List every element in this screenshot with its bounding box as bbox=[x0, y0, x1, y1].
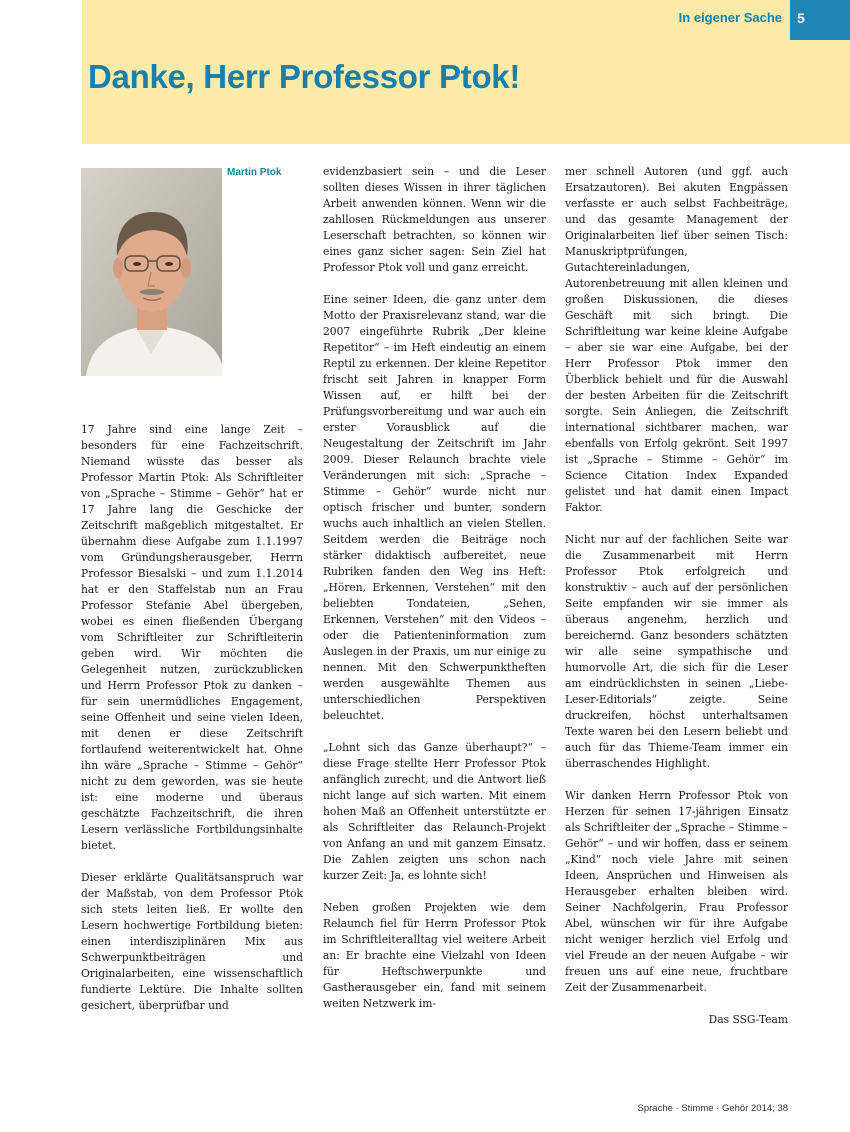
paragraph: Eine seiner Ideen, die ganz unter dem Motto der Praxisrelevanz stand, war die 2007 eingeführte Rubrik „Der kleine Repetitor“ – im Heft eindeutig an einem Reptil zu erkennen. Der kleine Repetitor frischt seit Jahren in knapper Form Wissen auf, er hilft bei der Prüfungsvorbereitung und war auch ein erster Vorausblick auf die Neugestaltung der Zeitschrift im Jahr 2009. Dieser Relaunch brachte viele Veränderungen mit sich: „Sprache – Stimme – Gehör“ wurde nicht nur optisch frischer und bunter, sondern wuchs auch inhaltlich an vielen Stellen. Seitdem werden die Beiträge noch stärker didaktisch aufbereitet, neue Rubriken fanden den Weg ins Heft: „Hören, Erkennen, Verstehen“ mit den beliebten Tondateien, „Sehen, Erkennen, Verstehen“ mit den Videos – oder die Patienteninformation zum Auslegen in der Praxis, um nur einige zu nennen. Mit den Schwerpunktheften werden ausgewählte Themen aus unterschiedlichen Perspektiven beleuchtet. bbox=[323, 293, 546, 722]
paragraph: evidenzbasiert sein – und die Leser sollten dieses Wissen in ihrer täglichen Arbeit anwenden können. Wenn wir die zahllosen Rückmeldungen aus unserer Leserschaft betrachten, so können wir eines ganz sicher sagen: Sein Ziel hat Professor Ptok voll und ganz erreicht. bbox=[323, 165, 546, 274]
section-label: In eigener Sache bbox=[678, 10, 782, 25]
page-number: 5 bbox=[797, 10, 805, 26]
page-title: Danke, Herr Professor Ptok! bbox=[88, 58, 521, 95]
paragraph: Nicht nur auf der fachlichen Seite war die Zusammenarbeit mit Herrn Professor Ptok erfolgreich und konstruktiv – auch auf der persönlichen Seite empfanden wir sie immer als überaus angenehm, herzlich und bereichernd. Ganz besonders schätzten wir alle seine sympathische und humorvolle Art, die sich für die Leser am eindrücklichsten in seinen „Liebe-Leser-Editorials“ zeigte. Seine druckreifen, höchst unterhaltsamen Texte waren bei den Lesern beliebt und auch für das Thieme-Team immer ein überraschendes Highlight. bbox=[565, 533, 788, 770]
footer-citation: Sprache · Stimme · Gehör 2014; 38 bbox=[637, 1103, 788, 1114]
article-column-2 bbox=[323, 164, 546, 1028]
photo-caption: Martin Ptok bbox=[227, 167, 282, 178]
paragraph: Neben großen Projekten wie dem Relaunch fiel für Herrn Professor Ptok im Schriftleiteralltag viel weitere Arbeit an: Er brachte eine Vielzahl von Ideen für Heftschwerpunkte und Gastherausgeber ein, fand mit seinem weiten Netzwerk im- bbox=[323, 901, 546, 1010]
paragraph: „Lohnt sich das Ganze überhaupt?“ – diese Frage stellte Herr Professor Ptok anfänglich zurecht, und die Antwort ließ nicht lange auf sich warten. Mit einem hohen Maß an Offenheit unterstützte er als Schriftleiter das Relaunch-Projekt von Anfang an und mit ganzem Einsatz. Die Zahlen zeigten uns schon nach kurzer Zeit: Ja, es lohnte sich! bbox=[323, 741, 546, 882]
signature: Das SSG-Team bbox=[708, 1013, 788, 1026]
paragraph: Dieser erklärte Qualitätsanspruch war der Maßstab, von dem Professor Ptok sich stets leiten ließ. Er wollte den Lesern hochwertige Fortbildung bieten: einen interdisziplinären Mix aus Schwerpunktbeiträgen und Originalarbeiten, eine wissenschaftlich fundierte Lektüre. Die Inhalte sollten gesichert, überprüfbar und bbox=[81, 871, 303, 1012]
paragraph: mer schnell Autoren (und ggf. auch Ersatzautoren). Bei akuten Engpässen verfasste er auch selbst Fachbeiträge, und das gesamte Management der Originalarbeiten lief über seinen Tisch: Manuskriptprüfungen, Gutachtereinladungen, Autorenbetreuung mit allen kleinen und großen Diskussionen, die dieses Geschäft mit sich bringt. Die Schriftleitung war keine kleine Aufgabe – aber sie war eine Aufgabe, bei der Herr Professor Ptok immer den Überblick behielt und für die Auswahl der besten Arbeiten für die Zeitschrift sorgte. Sein Anliegen, die Zeitschrift international sichtbarer machen, war ebenfalls von Erfolg gekrönt. Seit 1997 ist „Sprache – Stimme – Gehör“ im Science Citation Index Expanded gelistet und hat damit einen Impact Faktor. bbox=[565, 165, 788, 514]
paragraph: 17 Jahre sind eine lange Zeit – besonders für eine Fachzeitschrift. Niemand wüsste das besser als Professor Martin Ptok: Als Schriftleiter von „Sprache – Stimme – Gehör“ hat er 17 Jahre lang die Geschicke der Zeitschrift maßgeblich mitgestaltet. Er übernahm diese Aufgabe zum 1.1.1997 vom Gründungsherausgeber, Herrn Professor Biesalski – und zum 1.1.2014 hat er den Staffelstab nun an Frau Professor Stefanie Abel übergeben, wobei es einen fließenden Übergang vom Schriftleiter zur Schriftleiterin geben wird. Wir möchten die Gelegenheit nutzen, zurückzublicken und Herrn Professor Ptok zu danken – für sein unermüdliches Engagement, seine Offenheit und seine vielen Ideen, mit denen er diese Zeitschrift fortlaufend weiterentwickelt hat. Ohne ihn wäre „Sprache – Stimme – Gehör“ nicht zu dem geworden, was sie heute ist: eine moderne und überaus geschätzte Fachzeitschrift, die ihren Lesern verlässliche Fortbildungsinhalte bietet. bbox=[81, 423, 303, 852]
article-column-1 bbox=[81, 422, 303, 1030]
portrait-illustration bbox=[81, 168, 222, 376]
article-column-3 bbox=[565, 164, 788, 1044]
portrait-photo bbox=[81, 168, 222, 376]
paragraph: Wir danken Herrn Professor Ptok von Herzen für seinen 17-jährigen Einsatz als Schriftleiter der „Sprache – Stimme – Gehör“ – und wir hoffen, dass er seinem „Kind“ noch viele Jahre mit seinen Ideen, Ansprüchen und Hinweisen als Herausgeber erhalten bleiben wird. Seiner Nachfolgerin, Frau Professor Abel, wünschen wir für ihre Aufgabe nicht weniger herzlich viel Erfolg und viel Freude an der neuen Aufgabe – wir freuen uns auf eine neue, fruchtbare Zeit der Zusammenarbeit. bbox=[565, 789, 788, 994]
